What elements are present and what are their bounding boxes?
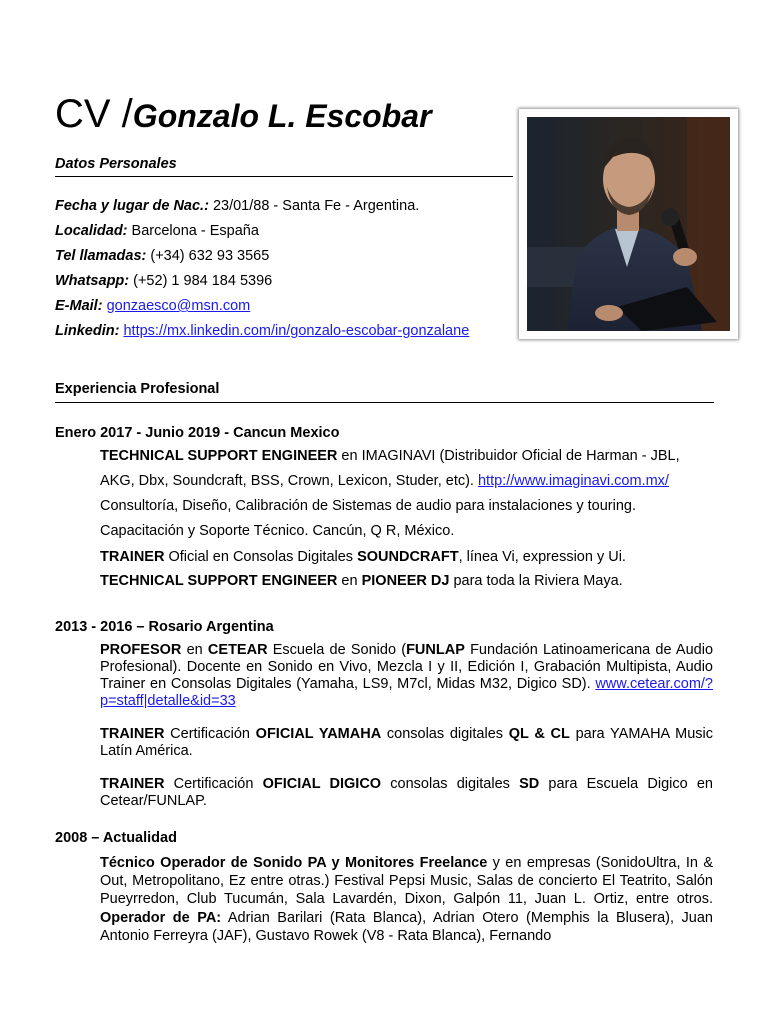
job2-ql-cl: QL & CL <box>508 726 570 742</box>
job2-trainer-2: TRAINER <box>100 776 165 792</box>
email-label: E-Mail: <box>55 298 103 314</box>
experience-divider <box>55 402 714 403</box>
job1-trainer: TRAINER <box>100 549 165 565</box>
job3-period: 2008 – Actualidad <box>55 830 177 846</box>
job3-role: Técnico Operador de Sonido PA y Monitores Freelance <box>100 855 488 871</box>
job1-line-4: Capacitación y Soporte Técnico. Cancún, Q R, México. <box>100 523 455 539</box>
personal-linkedin-line <box>55 323 469 339</box>
birth-value: 23/01/88 - Santa Fe - Argentina. <box>208 198 420 214</box>
personal-birth-line <box>55 198 419 214</box>
job2-p3-text-2: consolas digitales <box>381 776 520 792</box>
cetear-link[interactable]: www.cetear.com/?p=staff|detalle&id=33 <box>100 676 713 709</box>
job2-yamaha: OFICIAL YAMAHA <box>255 726 382 742</box>
birth-label: Fecha y lugar de Nac.: <box>55 198 209 214</box>
whatsapp-label: Whatsapp: <box>55 273 130 289</box>
personal-email-line <box>55 298 250 314</box>
profile-photo-frame <box>519 109 738 339</box>
job1-line-2-text: AKG, Dbx, Soundcraft, BSS, Crown, Lexicon, Studer, etc). <box>100 473 478 489</box>
job2-cetear: CETEAR <box>207 642 268 658</box>
linkedin-label: Linkedin: <box>55 323 120 339</box>
job2-paragraph-1 <box>100 642 713 710</box>
job1-role: TECHNICAL SUPPORT ENGINEER <box>100 448 338 464</box>
job2-p2-text-1: Certificación <box>164 726 256 742</box>
person-name: Gonzalo L. Escobar <box>132 98 432 134</box>
job2-paragraph-3 <box>100 776 713 810</box>
personal-data-heading: Datos Personales <box>55 156 177 172</box>
job1-line-5-text-1: Oficial en Consolas Digitales <box>164 549 358 565</box>
job1-line-3: Consultoría, Diseño, Calibración de Sistemas de audio para instalaciones y touring. <box>100 498 636 514</box>
job1-line-6-text-2: para toda la Riviera Maya. <box>449 573 623 589</box>
linkedin-link[interactable]: https://mx.linkedin.com/in/gonzalo-escobar-gonzalane <box>123 323 470 339</box>
whatsapp-value: (+52) 1 984 184 5396 <box>129 273 273 289</box>
cv-title <box>55 90 432 140</box>
phone-value: (+34) 632 93 3565 <box>146 248 270 264</box>
job1-soundcraft: SOUNDCRAFT <box>357 549 459 565</box>
personal-phone-line <box>55 248 269 264</box>
job2-paragraph-2 <box>100 726 713 760</box>
profile-photo <box>527 117 730 331</box>
job1-role-2: TECHNICAL SUPPORT ENGINEER <box>100 573 338 589</box>
job2-profesor: PROFESOR <box>100 642 182 658</box>
job2-funlap: FUNLAP <box>406 642 465 658</box>
cv-prefix: CV / <box>55 92 133 136</box>
job2-p1-text-1: en <box>181 642 208 658</box>
job2-sd: SD <box>519 776 540 792</box>
portrait-photo-icon <box>527 117 730 331</box>
job2-p1-text-2: Escuela de Sonido ( <box>267 642 407 658</box>
job1-line-6-text-1: en <box>337 573 362 589</box>
personal-divider <box>55 176 513 177</box>
job1-line-1 <box>100 448 680 464</box>
job3-paragraph-1 <box>100 854 713 964</box>
experience-heading: Experiencia Profesional <box>55 381 220 397</box>
personal-whatsapp-line <box>55 273 272 289</box>
phone-label: Tel llamadas: <box>55 248 147 264</box>
job2-p3-text-1: Certificación <box>164 776 263 792</box>
job3-pa-operator: Operador de PA: <box>100 909 222 926</box>
job3-p1-text-2: Adrian Barilari (Rata Blanca), Adrian Otero (Memphis la Blusera), Juan Antonio Ferreyra (JAF), Gustavo Rowek (V8 - Rata Blanca), Fernando <box>100 909 713 944</box>
job2-p2-text-2: consolas digitales <box>381 726 509 742</box>
email-link[interactable]: gonzaesco@msn.com <box>106 298 251 314</box>
job1-line-1-text: en IMAGINAVI (Distribuidor Oficial de Harman - JBL, <box>337 448 680 464</box>
personal-location-line <box>55 223 259 239</box>
job2-period: 2013 - 2016 – Rosario Argentina <box>55 619 274 635</box>
job2-p2-text-3: para YAMAHA Music Latín América. <box>100 726 713 759</box>
job2-digico: OFICIAL DIGICO <box>262 776 382 792</box>
job1-line-5 <box>100 549 626 565</box>
job2-trainer-1: TRAINER <box>100 726 165 742</box>
imaginavi-link[interactable]: http://www.imaginavi.com.mx/ <box>477 473 669 489</box>
job1-line-2 <box>100 473 669 489</box>
location-value: Barcelona - España <box>127 223 259 239</box>
location-label: Localidad: <box>55 223 128 239</box>
job1-line-5-text-2: , línea Vi, expression y Ui. <box>458 549 626 565</box>
job1-pioneer: PIONEER DJ <box>361 573 450 589</box>
job3-p1-text-1: y en empresas (SonidoUltra, In & Out, Metropolitano, Ez entre otras.) Festival Pepsi Music, Salas de concierto El Teatrito, Salón Pueyrredon, Club Tucumán, Sala Lavardén, Dixon, Galpón 11, Juan L. Ortiz, entre otros. <box>100 855 713 908</box>
job2-p3-text-3: para Escuela Digico en Cetear/FUNLAP. <box>100 776 713 809</box>
job1-period: Enero 2017 - Junio 2019 - Cancun Mexico <box>55 425 340 441</box>
job1-line-6 <box>100 573 623 589</box>
job2-p1-text-3: Fundación Latinoamericana de Audio Profesional). Docente en Sonido en Vivo, Mezcla I y II, Edición I, Grabación Multipista, Audio Trainer en Consolas Digitales (Yamaha, LS9, M7cl, Midas M32, Digico SD). <box>100 642 714 692</box>
